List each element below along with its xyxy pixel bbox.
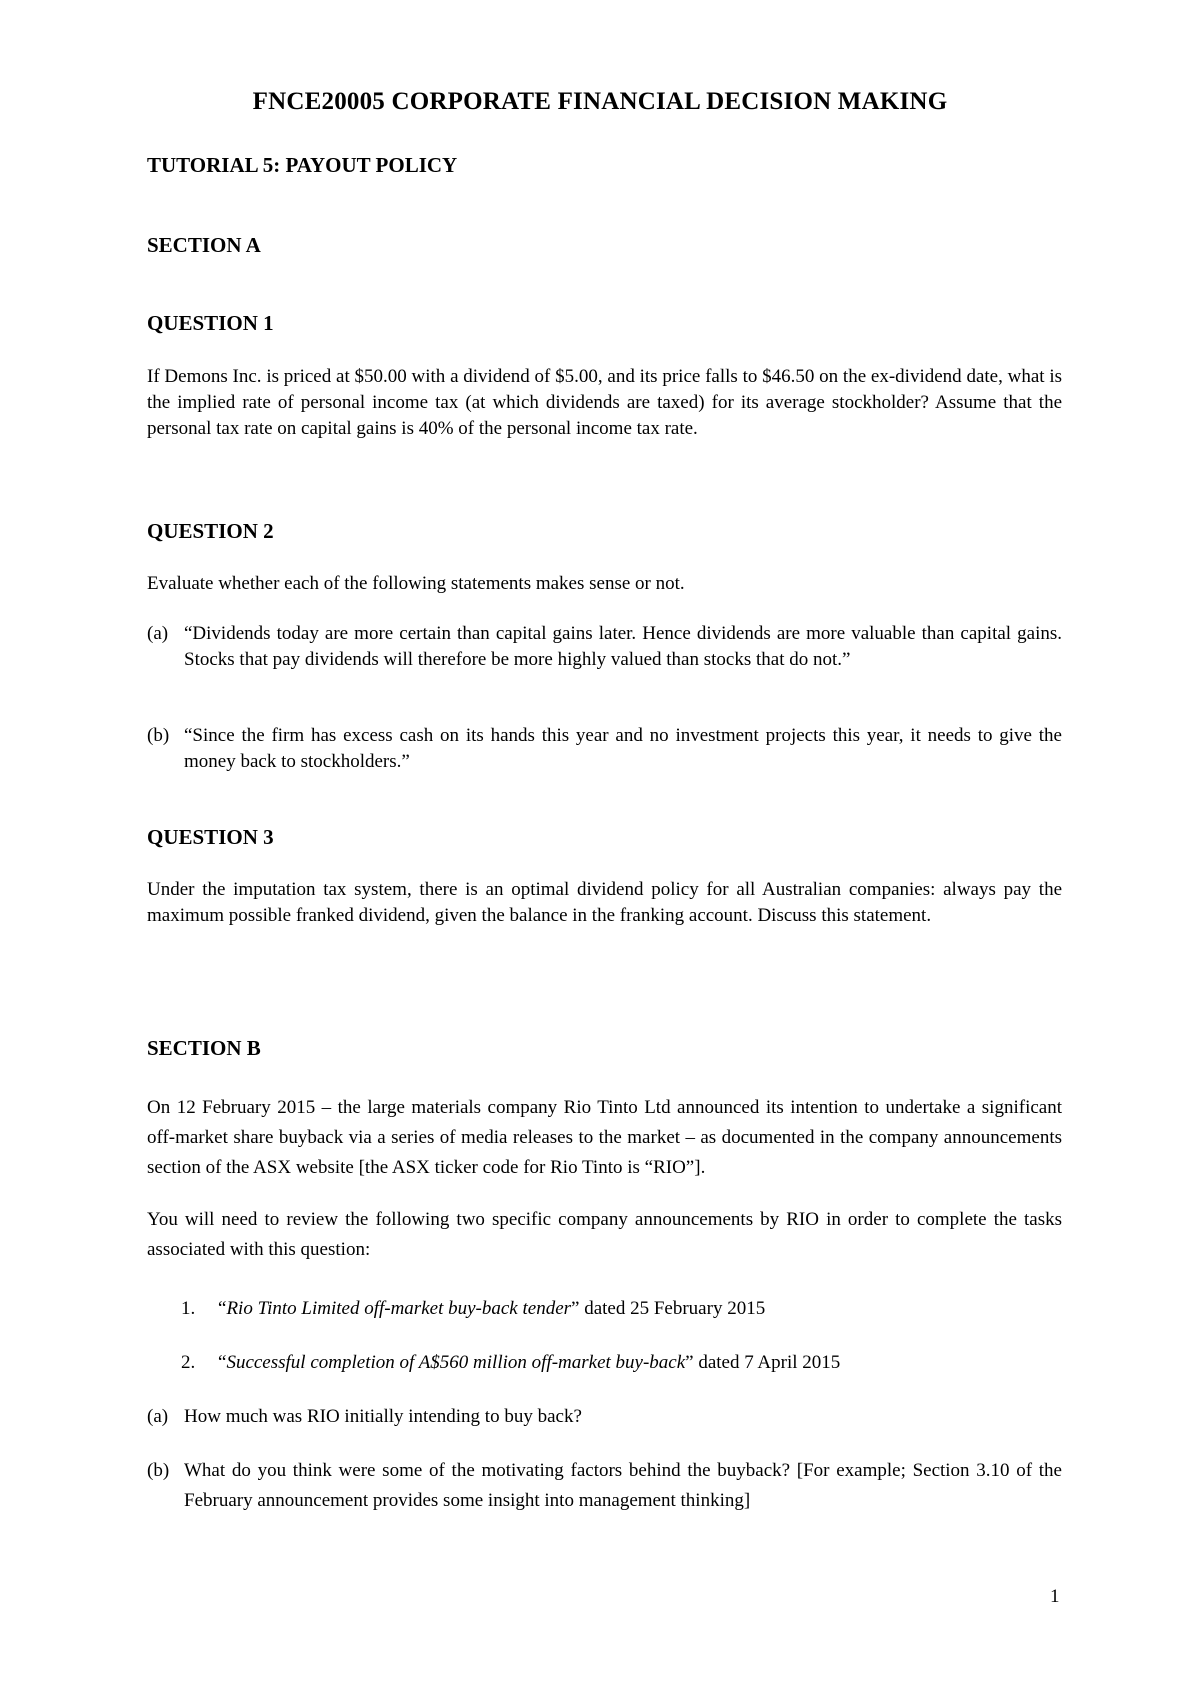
page-number: 1 <box>1050 1586 1060 1607</box>
announcement-open-quote: “ <box>218 1298 227 1319</box>
announcement-item-2 <box>181 1350 840 1376</box>
announcement-date: ” dated 25 February 2015 <box>571 1298 766 1319</box>
question-1-text: If Demons Inc. is priced at $50.00 with a dividend of $5.00, and its price falls to $46.50 on the ex-dividend date, what is the implied rate of personal income tax (at which dividends are taxed) for its average stockholder? Assume that the personal tax rate on capital gains is 40% of the personal income tax rate. <box>147 366 1062 439</box>
question-3-text: Under the imputation tax system, there is an optimal dividend policy for all Australian companies: always pay the maximum possible franked dividend, given the balance in the franking account. Discuss this statement. <box>147 879 1062 926</box>
item-text: “Dividends today are more certain than capital gains later. Hence dividends are more valuable than capital gains. Stocks that pay dividends will therefore be more highly valued than stocks that do not.” <box>184 623 1062 670</box>
announcement-number: 1. <box>181 1298 196 1319</box>
question-1-heading: QUESTION 1 <box>147 311 274 335</box>
section-b-item-b <box>147 1456 1062 1516</box>
section-b-paragraph-1: On 12 February 2015 – the large materials company Rio Tinto Ltd announced its intention to undertake a significant off-market share buyback via a series of media releases to the market – as documented in the company announcements section of the ASX website [the ASX ticker code for Rio Tinto is “RIO”]. <box>147 1097 1062 1178</box>
item-marker: (a) <box>147 623 169 644</box>
question-3-heading: QUESTION 3 <box>147 825 274 849</box>
announcement-reference <box>218 1296 765 1322</box>
tutorial-heading: TUTORIAL 5: PAYOUT POLICY <box>147 153 458 177</box>
item-marker: (b) <box>147 725 170 746</box>
question-2-intro: Evaluate whether each of the following statements makes sense or not. <box>147 573 685 594</box>
announcement-number: 2. <box>181 1352 196 1373</box>
announcement-reference <box>218 1350 840 1376</box>
item-text: What do you think were some of the motivating factors behind the buyback? [For example; Section 3.10 of the February announcement provides some insight into management thinking] <box>184 1460 1062 1511</box>
question-2-item-b <box>147 723 1062 775</box>
question-2-item-a <box>147 621 1062 673</box>
announcement-title: Successful completion of A$560 million off-market buy-back <box>226 1352 686 1373</box>
item-text: “Since the firm has excess cash on its hands this year and no investment projects this year, it needs to give the money back to stockholders.” <box>184 725 1062 772</box>
announcement-item-1 <box>181 1296 765 1322</box>
document-title: FNCE20005 CORPORATE FINANCIAL DECISION MAKING <box>252 88 948 115</box>
section-b-heading: SECTION B <box>147 1036 261 1060</box>
announcement-date: ” dated 7 April 2015 <box>685 1352 841 1373</box>
item-marker: (b) <box>147 1460 170 1481</box>
question-2-heading: QUESTION 2 <box>147 519 274 543</box>
section-b-paragraph-2: You will need to review the following two specific company announcements by RIO in order to complete the tasks associated with this question: <box>147 1209 1062 1260</box>
announcement-open-quote: “ <box>218 1352 227 1373</box>
announcement-title: Rio Tinto Limited off-market buy-back tender <box>226 1298 572 1319</box>
item-marker: (a) <box>147 1406 169 1427</box>
item-text: How much was RIO initially intending to buy back? <box>184 1406 582 1427</box>
section-a-heading: SECTION A <box>147 233 261 257</box>
section-b-item-a <box>147 1404 1062 1430</box>
